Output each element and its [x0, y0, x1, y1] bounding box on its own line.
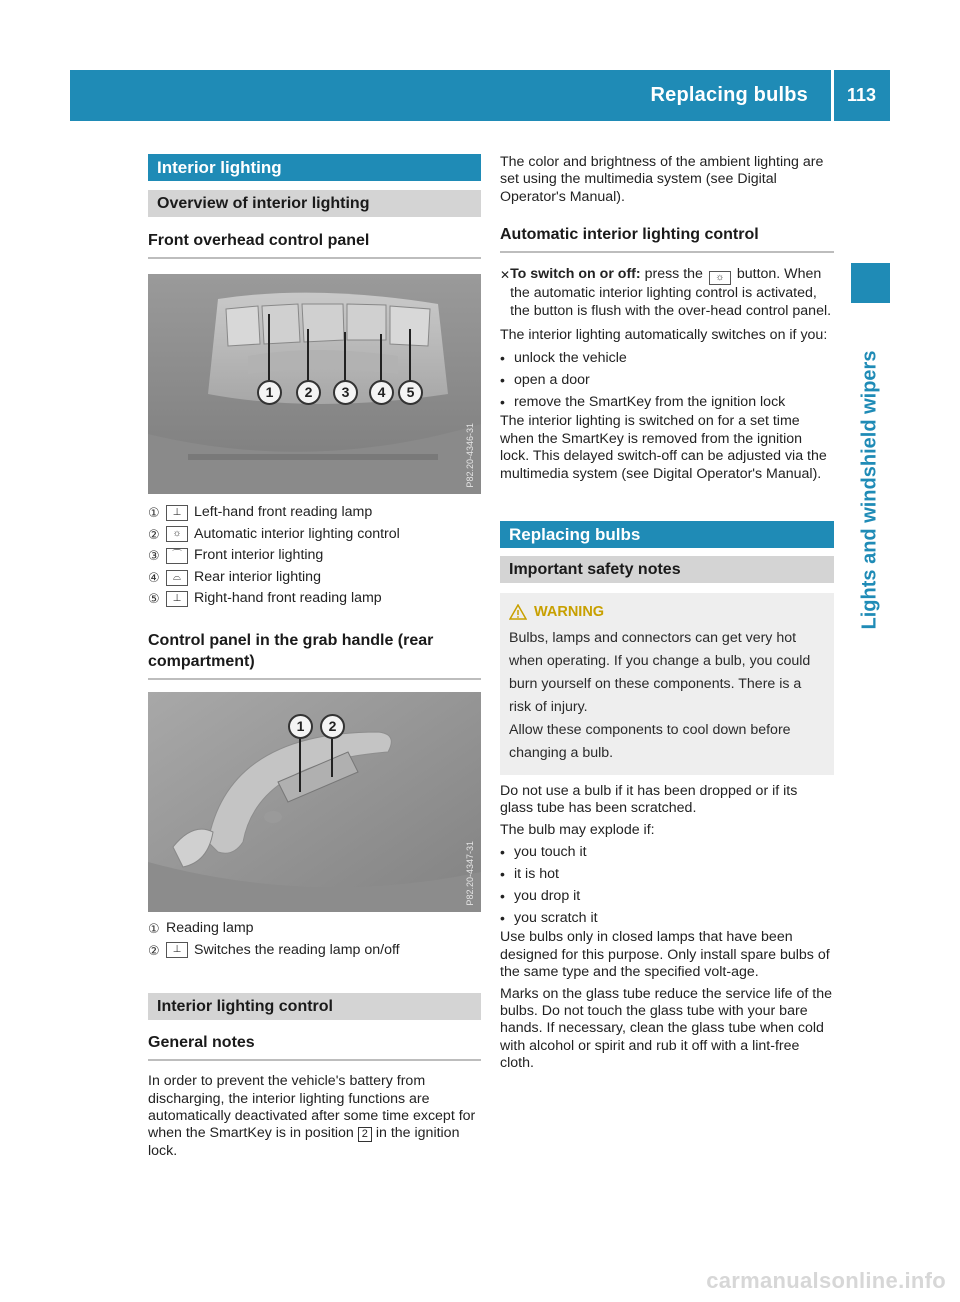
legend-text: Rear interior lighting — [194, 568, 321, 585]
header-title: Replacing bulbs — [650, 84, 808, 106]
legend-text: Automatic interior lighting control — [194, 525, 400, 542]
bullet-text: unlock the vehicle — [514, 350, 627, 367]
warning-box — [500, 593, 834, 775]
section-heading-replacing-bulbs: Replacing bulbs — [500, 521, 834, 548]
bullet-icon: • — [500, 394, 505, 411]
callout-2: 2 — [320, 714, 345, 739]
reading-lamp-icon: ⊥ — [166, 591, 188, 607]
instruction-arrow-icon: ✕ — [500, 268, 511, 283]
auto-delay-text: The interior lighting is switched on for a set time when the SmartKey is removed from the ignition lock. This delayed switch-off can be adjusted via the multimedia system (see Digital Operator's Manual). — [500, 413, 827, 482]
right-column — [500, 154, 834, 1073]
list-item — [500, 841, 834, 863]
rear-lighting-icon: ⌓ — [166, 570, 188, 586]
list-item — [500, 347, 834, 369]
warning-header — [509, 601, 825, 623]
bullet-text: it is hot — [514, 866, 559, 883]
reading-lamp-icon: ⊥ — [166, 505, 188, 521]
legend-item — [148, 940, 481, 962]
legend-number: ⑤ — [148, 591, 160, 607]
heading-automatic-control: Automatic interior lighting control — [500, 224, 834, 253]
legend-item — [148, 567, 481, 589]
bullet-icon: • — [500, 372, 505, 389]
callout-4: 4 — [369, 380, 394, 405]
page-number: 113 — [846, 85, 876, 105]
bullet-text: you touch it — [514, 844, 587, 861]
auto-lighting-icon: ☼ — [166, 526, 188, 542]
reading-lamp-icon: ⊥ — [166, 942, 188, 958]
bullet-icon: • — [500, 866, 505, 883]
legend-number: ③ — [148, 548, 160, 564]
header-separator — [831, 70, 834, 121]
instruction-part2: button. When the automatic interior lighting control is activated, the button is flush with the over-head control panel. — [510, 266, 832, 319]
callout-1: 1 — [288, 714, 313, 739]
ambient-lighting-text: The color and brightness of the ambient lighting are set using the multimedia system (see Digital Operator's Manual). — [500, 154, 824, 205]
heading-grab-handle-panel — [148, 630, 481, 680]
instruction-bold: To switch on or off: — [510, 266, 641, 283]
bullet-text: you drop it — [514, 888, 581, 905]
callout-5: 5 — [398, 380, 423, 405]
general-text-part1: In order to prevent the vehicle's battery from discharging, the interior lighting functions are automatically deactivated after some time except for when the SmartKey is in position — [148, 1073, 476, 1142]
legend-number: ① — [148, 920, 160, 936]
legend-number: ② — [148, 942, 160, 958]
bullet-text: remove the SmartKey from the ignition lock — [514, 394, 786, 411]
legend-item — [148, 588, 481, 610]
legend-item — [148, 502, 481, 524]
dropped-bulb-text: Do not use a bulb if it has been dropped or if its glass tube has been scratched. — [500, 783, 798, 817]
list-item — [500, 885, 834, 907]
warning-text-1: Bulbs, lamps and connectors can get very hot when operating. If you change a bulb, you could burn yourself on these components. There is a risk of injury. — [509, 630, 811, 716]
list-item — [500, 907, 834, 929]
legend-number: ① — [148, 505, 160, 520]
front-overhead-panel-photo — [148, 274, 481, 494]
bullet-icon: • — [500, 888, 505, 905]
legend-number: ② — [148, 526, 160, 542]
auto-lighting-icon: ☼ — [709, 271, 731, 285]
subheading-overview: Overview of interior lighting — [148, 190, 481, 217]
callout-3: 3 — [333, 380, 358, 405]
glass-marks-text: Marks on the glass tube reduce the service life of the bulbs. Do not touch the glass tube with your bare hands. If necessary, clean the glass tube when cold with alcohol or spirit and rub it off with a lint-free cloth. — [500, 985, 833, 1072]
legend-text: Front interior lighting — [194, 547, 324, 564]
closed-lamps-text: Use bulbs only in closed lamps that have been designed for this purpose. Only install spare bulbs of the same type and the specified volt-age. — [500, 929, 830, 981]
list-item — [500, 391, 834, 413]
heading-general-notes: General notes — [148, 1032, 481, 1061]
ignition-position-key: 2 — [358, 1127, 372, 1142]
legend-text: Left-hand front reading lamp — [194, 504, 373, 520]
callout-1: 1 — [257, 380, 282, 405]
page-header — [70, 70, 890, 121]
bullet-text: open a door — [514, 372, 590, 389]
list-item — [500, 863, 834, 885]
subheading-safety-notes: Important safety notes — [500, 556, 834, 583]
heading-line-2: compartment) — [148, 652, 255, 670]
general-notes-text — [148, 1073, 481, 1160]
legend-item — [148, 545, 481, 567]
bullet-text: you scratch it — [514, 910, 598, 927]
general-text-part2: in the ignition lock. — [148, 1125, 460, 1159]
legend-text: Right-hand front reading lamp — [194, 590, 382, 607]
bullet-icon: • — [500, 350, 505, 367]
grab-handle-photo — [148, 692, 481, 912]
heading-front-overhead-panel: Front overhead control panel — [148, 230, 481, 259]
legend-text: Reading lamp — [166, 919, 254, 936]
grab-handle-illustration — [148, 692, 481, 912]
legend-front-panel — [148, 502, 481, 610]
watermark: carmanualsonline.info — [706, 1268, 946, 1293]
warning-title: WARNING — [534, 604, 605, 621]
bullet-icon: • — [500, 910, 505, 927]
legend-grab-handle — [148, 918, 481, 961]
instruction-switch — [500, 266, 834, 320]
photo-code: P82.20-4346-31 — [465, 423, 475, 488]
instruction-text — [510, 266, 834, 320]
bullet-icon: • — [500, 844, 505, 861]
warning-triangle-icon — [509, 604, 527, 620]
list-item — [500, 369, 834, 391]
legend-number: ④ — [148, 569, 160, 585]
explode-bullet-list — [500, 841, 834, 929]
legend-text: Switches the reading lamp on/off — [194, 941, 400, 958]
instruction-part1: press the — [644, 266, 703, 283]
chapter-title-text: Lights and windshield wipers — [858, 350, 881, 630]
heading-line-1: Control panel in the grab handle (rear — [148, 631, 434, 649]
left-column — [148, 154, 481, 1160]
front-lighting-icon: ⌒ — [166, 548, 188, 564]
legend-item — [148, 918, 481, 940]
chapter-tab-marker — [851, 263, 890, 303]
subheading-interior-lighting-control: Interior lighting control — [148, 993, 481, 1020]
explode-intro-text: The bulb may explode if: — [500, 821, 655, 838]
auto-intro-text: The interior lighting automatically switches on if you: — [500, 327, 828, 344]
section-heading-interior-lighting: Interior lighting — [148, 154, 481, 181]
photo-code: P82.20-4347-31 — [465, 841, 475, 906]
legend-item — [148, 524, 481, 546]
callout-2: 2 — [296, 380, 321, 405]
warning-text-2: Allow these components to cool down before changing a bulb. — [509, 722, 791, 762]
auto-bullet-list — [500, 347, 834, 413]
